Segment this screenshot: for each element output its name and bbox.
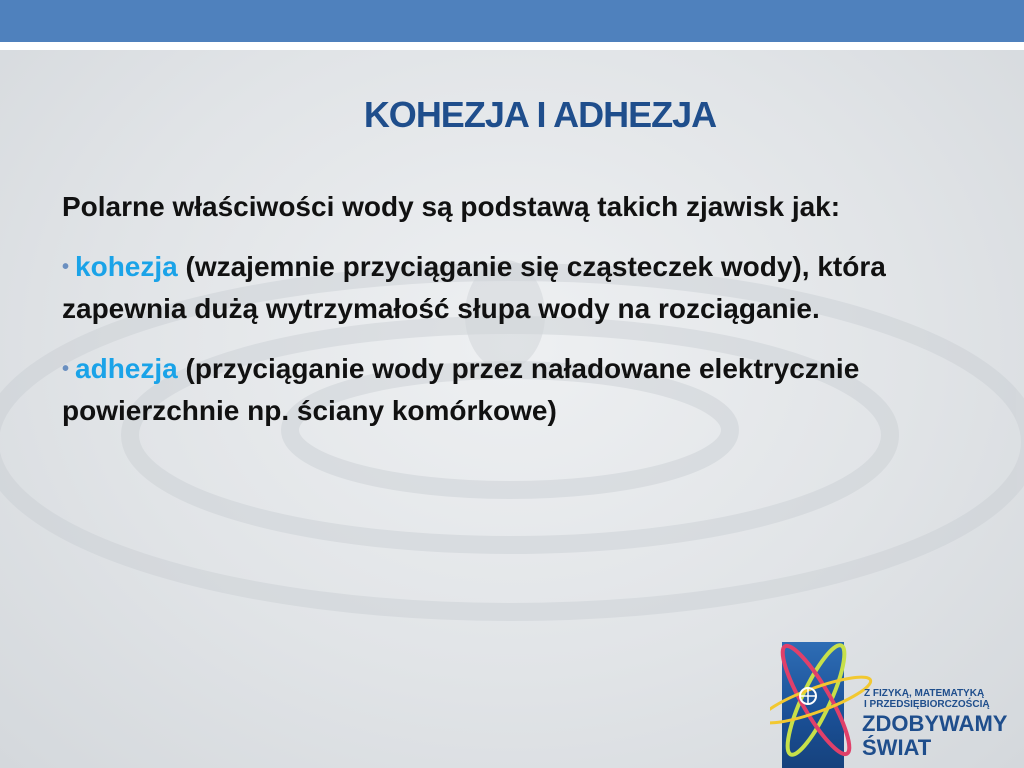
bullet-item-kohezja: [62, 246, 962, 330]
bullet-text: (przyciąganie wody przez naładowane elektrycznie powierzchnie np. ściany komórkowe): [62, 353, 860, 426]
project-logo: [770, 622, 1024, 768]
logo-line-3: ZDOBYWAMY: [862, 711, 1008, 736]
bullet-text: (wzajemnie przyciąganie się cząsteczek wody), która zapewnia dużą wytrzymałość słupa wody na rozciąganie.: [62, 251, 886, 324]
bullet-marker: •: [62, 358, 70, 380]
header-divider: [0, 42, 1024, 50]
header-bar: [0, 0, 1024, 42]
logo-tagline: [864, 688, 990, 710]
term-kohezja: kohezja: [75, 251, 178, 282]
term-adhezja: adhezja: [75, 353, 178, 384]
slide-body: [62, 186, 962, 450]
bullet-marker: •: [62, 256, 70, 278]
logo-line-2: I PRZEDSIĘBIORCZOŚCIĄ: [864, 699, 990, 710]
logo-line-4: ŚWIAT: [862, 735, 932, 760]
bullet-item-adhezja: [62, 348, 962, 432]
logo-line-1: Z FIZYKĄ, MATEMATYKĄ: [864, 688, 985, 699]
intro-paragraph: Polarne właściwości wody są podstawą takich zjawisk jak:: [62, 191, 841, 222]
slide-title: KOHEZJA I ADHEZJA: [363, 94, 717, 135]
logo-wordmark: [862, 712, 1007, 760]
